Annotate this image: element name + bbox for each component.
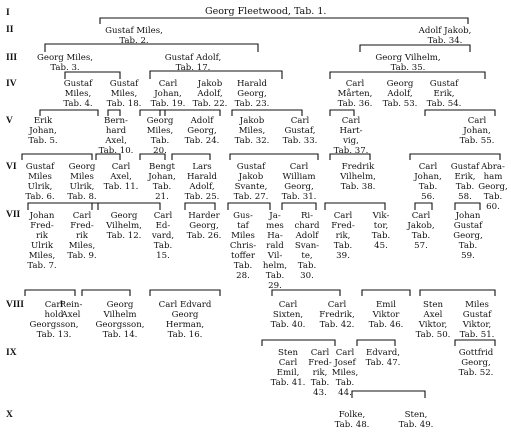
person-node: Ja- mes Ha- rald Vil- helm, Tab. 29. (262, 211, 288, 291)
person-node: Carl Mårten, Tab. 36. (337, 79, 373, 109)
person-node: Carl Johan, Tab. 55. (459, 116, 495, 146)
person-node: Georg Miles Ulrik, Tab. 8. (67, 162, 97, 202)
person-node: Harder Georg, Tab. 26. (186, 211, 222, 241)
person-node: Vik- tor, Tab. 45. (371, 211, 391, 251)
person-node: Gustaf Miles, Tab. 2. (105, 26, 163, 46)
generation-label-4: IV (6, 79, 17, 89)
person-node: Georg Vilhelm, Tab. 35. (375, 53, 441, 73)
person-node: Erik Johan, Tab. 5. (28, 116, 58, 146)
person-node: Carl Axel, Tab. 11. (103, 162, 139, 192)
person-node: Johan Fred- rik Ulrik Miles, Tab. 7. (27, 211, 57, 271)
person-node: Gustaf Adolf, Tab. 17. (164, 53, 222, 73)
person-node: Carl Jakob, Tab. 57. (407, 211, 435, 251)
person-node: Carl Fred- rik, Tab. 39. (331, 211, 355, 261)
person-node: Edvard, Tab. 47. (365, 348, 401, 368)
person-node: Carl Sixten, Tab. 40. (270, 300, 306, 330)
person-node: Gottfrid Georg, Tab. 52. (458, 348, 494, 378)
person-node: Jakob Miles, Tab. 32. (234, 116, 270, 146)
person-node: Carl Fred- rik Miles, Tab. 9. (67, 211, 97, 261)
person-node: Carl Edvard Georg Herman, Tab. 16. (158, 300, 212, 340)
person-node: Abra- ham Georg, Tab. 60. (478, 162, 508, 212)
person-node: Gustaf Erik, Tab. 54. (426, 79, 462, 109)
generation-label-3: III (6, 53, 18, 63)
person-node: Carl Gustaf, Tab. 33. (282, 116, 318, 146)
person-node: Carl Johan, Tab. 56. (414, 162, 442, 202)
person-node: Johan Gustaf Georg, Tab. 59. (453, 211, 483, 261)
person-node: Carl Fredrik, Tab. 42. (319, 300, 355, 330)
person-node: Folke, Tab. 48. (334, 410, 370, 430)
person-node: Sten Axel Viktor, Tab. 50. (415, 300, 451, 340)
person-node: Gustaf Miles Ulrik, Tab. 6. (25, 162, 55, 202)
person-node: Gus- taf Miles Chris- toffer Tab. 28. (229, 211, 257, 281)
person-node: Adolf Jakob, Tab. 34. (418, 26, 472, 46)
generation-label-2: II (6, 25, 14, 35)
person-node: Carl Hart- vig, Tab. 37. (333, 116, 369, 156)
person-node: Carl Johan, Tab. 19. (150, 79, 186, 109)
person-node: Carl Fred- rik, Tab. 43. (308, 348, 332, 398)
person-node: Rein- Axel (59, 300, 83, 320)
generation-label-10: X (6, 410, 13, 420)
generation-label-6: VI (6, 162, 17, 172)
person-node: Jakob Adolf, Tab. 22. (192, 79, 228, 109)
person-node: Carl Josef Miles, Tab. 44. (331, 348, 359, 398)
person-node: Harald Georg, Tab. 23. (234, 79, 270, 109)
person-node: Bern- hard Axel, Tab. 10. (98, 116, 134, 156)
person-node: Carl William Georg, Tab. 31. (281, 162, 317, 202)
person-node: Adolf Georg, Tab. 24. (184, 116, 220, 146)
person-node: Ri- chard Adolf Svan- te, Tab. 30. (294, 211, 320, 281)
person-node: Gustaf Miles, Tab. 18. (106, 79, 142, 109)
generation-label-8: VIII (6, 300, 24, 310)
person-node: Lars Harald Adolf, Tab. 25. (184, 162, 220, 202)
person-node: Bengt Johan, Tab. 21. (148, 162, 176, 202)
person-node: Georg Miles, Tab. 3. (37, 53, 93, 73)
person-node: Miles Gustaf Viktor, Tab. 51. (459, 300, 495, 340)
generation-label-5: V (6, 116, 13, 126)
generation-label-9: IX (6, 348, 17, 358)
person-node: Sten, Tab. 49. (398, 410, 434, 430)
person-node: Fredrik Vilhelm, Tab. 38. (340, 162, 376, 192)
person-node: Georg Vilhelm Georgsson, Tab. 14. (95, 300, 145, 340)
generation-label-7: VII (6, 210, 21, 220)
person-node: Georg Miles, Tab. 20. (146, 116, 174, 156)
person-node: Gustaf Erik, Tab. 58. (450, 162, 480, 202)
person-node: Gustaf Jakob Svante, Tab. 27. (233, 162, 269, 202)
person-node: Carl Ed- vard, Tab. 15. (151, 211, 175, 261)
generation-label-1: I (6, 8, 10, 18)
person-node: Sten Carl Emil, Tab. 41. (270, 348, 306, 388)
person-node: Georg Adolf, Tab. 53. (382, 79, 418, 109)
person-node: Georg Vilhelm, Tab. 12. (106, 211, 142, 241)
person-node-root: Georg Fleetwood, Tab. 1. (205, 6, 327, 17)
person-node: Gustaf Miles, Tab. 4. (63, 79, 93, 109)
person-node: Emil Viktor Tab. 46. (368, 300, 404, 330)
person-node: Carl hold Georgsson, Tab. 13. (29, 300, 79, 340)
